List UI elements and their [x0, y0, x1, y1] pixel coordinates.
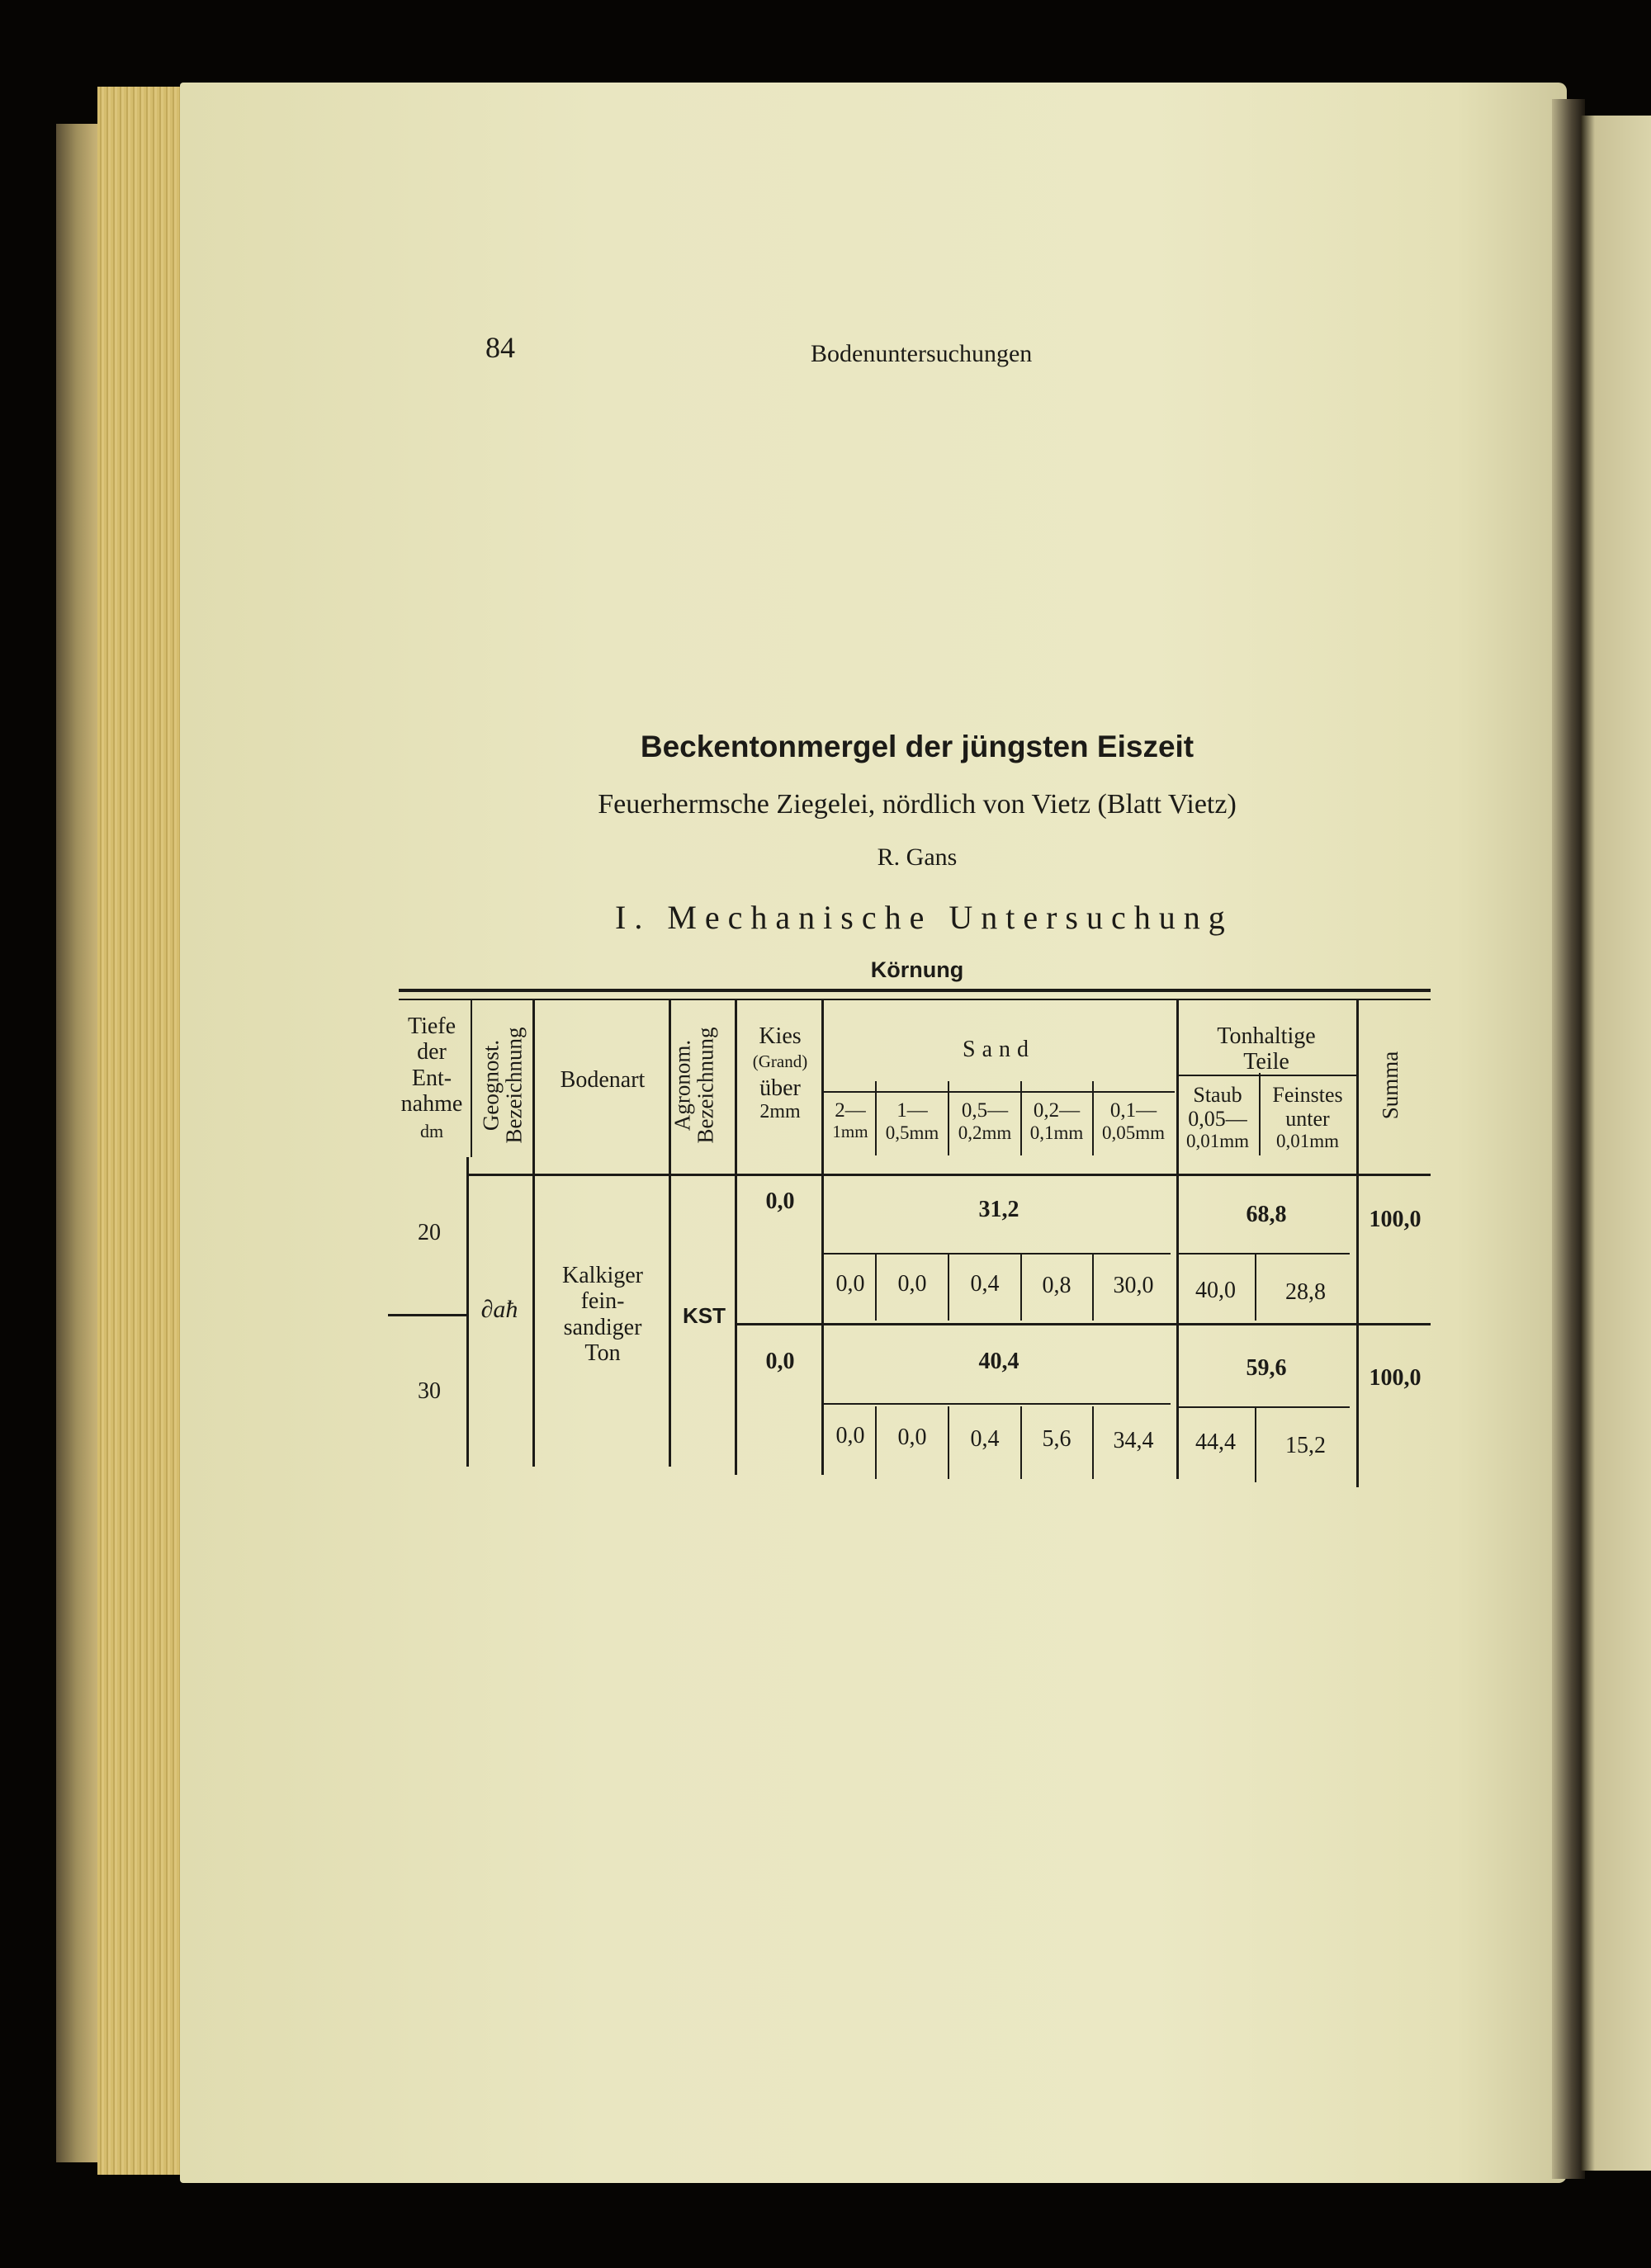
running-head: Bodenuntersuchungen — [811, 340, 1033, 367]
page-stack — [97, 87, 188, 2175]
header-ton-sub: Staub 0,05— 0,01mm — [1185, 1083, 1250, 1152]
sand-value: 34,4 — [1113, 1428, 1154, 1453]
page-number: 84 — [485, 331, 515, 364]
header-ton-sub: Feinstes unter 0,01mm — [1272, 1083, 1343, 1152]
depth-unit: dm — [419, 1121, 444, 1142]
header-depth: Tiefe der Ent- nahme dm — [395, 1014, 469, 1142]
page-subtitle: Feuerhermsche Ziegelei, nördlich von Vietz (Blatt Vietz) — [598, 789, 1237, 820]
table-col-line — [821, 1000, 824, 1475]
row2-total-rule — [824, 1403, 1171, 1405]
header-agronom: Agronom. Bezeichnung — [669, 1027, 718, 1144]
header-sand-sub: 0,1— 0,05mm — [1101, 1099, 1166, 1143]
section-heading: I. Mechanische Untersuchung — [615, 899, 1233, 936]
sand-value: 0,4 — [970, 1426, 1000, 1452]
next-page-edge — [1581, 116, 1651, 2171]
header-summa: Summa — [1378, 1051, 1403, 1120]
ton-total: 59,6 — [1246, 1355, 1287, 1381]
header-geognost: Geognost. Bezeichnung — [478, 1027, 527, 1144]
table-rule-header-bottom — [466, 1174, 1431, 1176]
table-rule-top-thin — [399, 999, 1431, 1000]
depth-divider — [388, 1314, 466, 1316]
sand-value: 0,0 — [897, 1271, 927, 1297]
header-ton: Tonhaltige Teile — [1217, 1023, 1316, 1075]
author: R. Gans — [877, 843, 958, 871]
summa-value: 100,0 — [1369, 1207, 1422, 1232]
sand-value: 0,8 — [1042, 1273, 1071, 1298]
sand-value: 0,4 — [970, 1271, 1000, 1297]
subheading: Körnung — [870, 957, 964, 982]
page-title: Beckentonmergel der jüngsten Eiszeit — [640, 730, 1194, 763]
table-col-line — [532, 1000, 535, 1467]
row1-ton-total-rule — [1176, 1253, 1350, 1254]
bodenart-value: Kalkiger fein- sandiger Ton — [562, 1263, 643, 1367]
depth-value: 20 — [418, 1220, 441, 1245]
header-sand-sub: 1— 0,5mm — [885, 1099, 939, 1143]
summa-value: 100,0 — [1369, 1365, 1422, 1391]
ton-value: 28,8 — [1285, 1279, 1326, 1305]
sand-value: 0,0 — [835, 1271, 865, 1297]
ton-total: 68,8 — [1246, 1202, 1287, 1227]
sand-value: 0,0 — [897, 1425, 927, 1450]
sand-value: 30,0 — [1113, 1273, 1154, 1298]
header-sand-sub: 0,2— 0,1mm — [1029, 1099, 1084, 1143]
ton-value: 44,4 — [1195, 1429, 1236, 1455]
row-divider — [735, 1323, 1431, 1325]
sand-value: 0,0 — [835, 1423, 865, 1448]
row2-ton-total-rule — [1176, 1406, 1350, 1408]
kies-value: 0,0 — [765, 1349, 795, 1374]
header-sand-sub: 2— 1mm — [832, 1099, 868, 1141]
table-col-line — [471, 1000, 472, 1157]
table-col-line — [1356, 1000, 1359, 1487]
sand-total: 31,2 — [978, 1197, 1019, 1222]
depth-value: 30 — [418, 1378, 441, 1404]
header-bodenart: Bodenart — [560, 1067, 646, 1093]
geognost-value: ∂aħ — [480, 1296, 518, 1323]
header-kies: Kies (Grand) über 2mm — [752, 1023, 808, 1123]
ton-value: 15,2 — [1285, 1433, 1326, 1458]
table-col-line — [735, 1000, 737, 1475]
sand-value: 5,6 — [1042, 1426, 1071, 1452]
book-gutter — [1552, 99, 1585, 2179]
agronom-value: KST — [683, 1303, 726, 1328]
kies-value: 0,0 — [765, 1188, 795, 1214]
ton-value: 40,0 — [1195, 1278, 1236, 1303]
header-sand: Sand — [963, 1037, 1035, 1062]
table-rule-top — [399, 989, 1431, 992]
header-sand-sub: 0,5— 0,2mm — [958, 1099, 1012, 1143]
sand-total: 40,4 — [978, 1349, 1019, 1374]
